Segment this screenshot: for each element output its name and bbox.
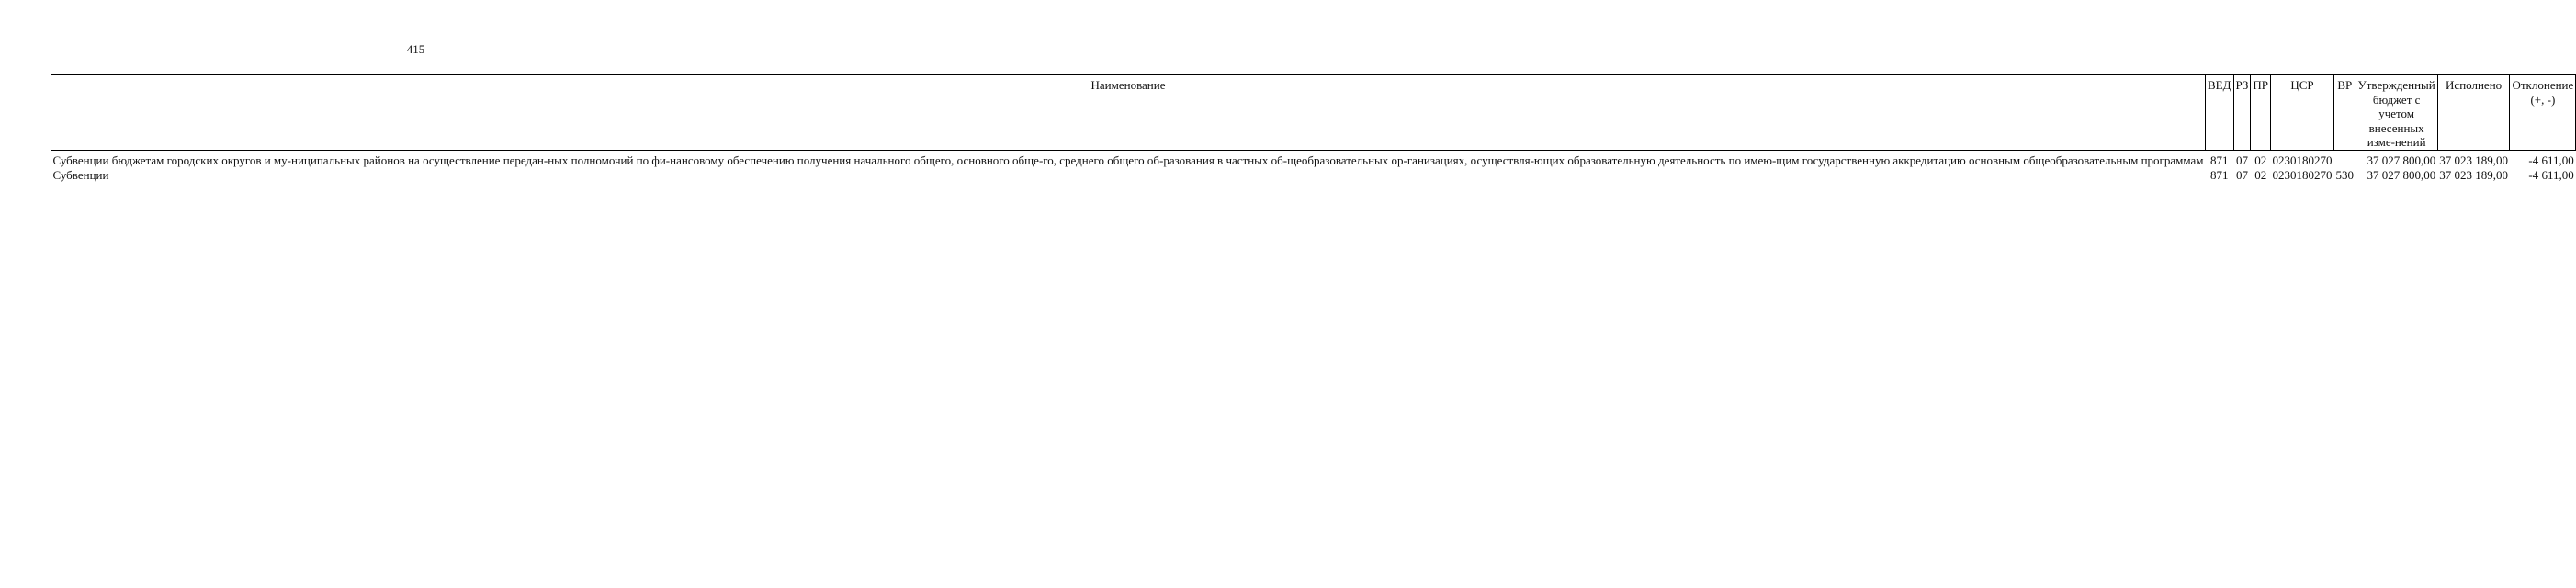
header-ved: ВЕД bbox=[2206, 75, 2233, 151]
row-name: Субвенции bbox=[52, 167, 109, 182]
row-name: Субвенции бюджетам городских округов и му-ниципальных районов на осуществление передан-ных полномочий по фи-нансовому обеспечению получения начального общего, основного обще-го, среднего общего об-разования в частных об-щеобразовательных ор-ганизациях, осуществля-ющих образовательную деятельность по имею-щим государственную аккредитацию основным общеобразовательным программам bbox=[52, 153, 2204, 167]
row-rz: 07 bbox=[2235, 153, 2248, 167]
row-executed: 37 023 189,00 bbox=[2439, 167, 2508, 182]
header-approved-budget: Утвержденный бюджет с учетом внесенных изме-нений bbox=[2356, 75, 2437, 151]
header-executed: Исполнено bbox=[2437, 75, 2510, 151]
budget-table bbox=[51, 74, 2576, 182]
header-pr: ПР bbox=[2251, 75, 2271, 151]
row-vr: 530 bbox=[2335, 167, 2355, 182]
table-header-row bbox=[51, 75, 2576, 151]
row-approved: 37 027 800,00 bbox=[2367, 153, 2436, 167]
row-deviation: -4 611,00 bbox=[2528, 153, 2574, 167]
header-csr: ЦСР bbox=[2271, 75, 2334, 151]
header-vr: ВР bbox=[2334, 75, 2356, 151]
page-number: 415 bbox=[406, 42, 425, 56]
row-vr bbox=[2334, 150, 2356, 167]
row-pr: 02 bbox=[2254, 153, 2267, 167]
table-row bbox=[51, 150, 2576, 167]
table-row bbox=[51, 168, 2576, 183]
header-name: Наименование bbox=[51, 75, 2206, 151]
header-rz: РЗ bbox=[2233, 75, 2251, 151]
row-deviation: -4 611,00 bbox=[2528, 167, 2574, 182]
row-csr: 0230180270 bbox=[2272, 153, 2333, 167]
header-deviation: Отклонение (+, -) bbox=[2510, 75, 2576, 151]
row-ved: 871 bbox=[2210, 167, 2229, 182]
row-ved: 871 bbox=[2210, 153, 2229, 167]
row-csr: 0230180270 bbox=[2272, 167, 2333, 182]
row-executed: 37 023 189,00 bbox=[2439, 153, 2508, 167]
row-pr: 02 bbox=[2254, 167, 2267, 182]
row-approved: 37 027 800,00 bbox=[2367, 167, 2436, 182]
row-rz: 07 bbox=[2235, 167, 2248, 182]
